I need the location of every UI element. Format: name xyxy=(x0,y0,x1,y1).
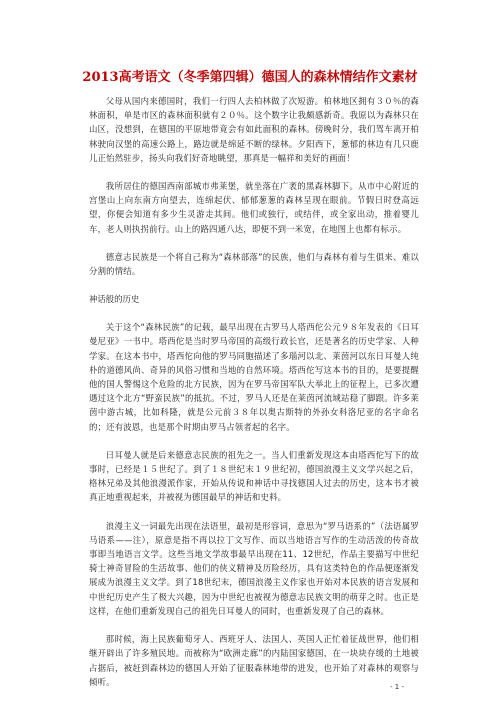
document-body xyxy=(89,94,419,689)
paragraph-gap xyxy=(89,278,419,292)
section-heading: 神话般的历史 xyxy=(89,294,140,305)
paragraph: 日耳曼人就是后来德意志民族的祖先之一。当人们重新发现这本由塔西佗写下的故事时，已经是１５世纪了。到了１８世纪末１９世纪初，德国浪漫主义文学兴起之后，格林兄弟及其他浪漫派作家，开始从传说和神话中寻找德国人过去的历史，这本书才被真正地重视起来，并被视为德国最早的神话和史料。 xyxy=(89,449,419,503)
paragraph-gap xyxy=(89,618,419,632)
paragraph: 德意志民族是一个将自己称为“森林部落”的民族，他们与森林有着与生俱来、难以分割的情结。 xyxy=(89,251,419,277)
paragraph-gap xyxy=(89,165,419,179)
paragraph-gap xyxy=(89,236,419,250)
document-title: 2013高考语文（冬季第四辑）德国人的森林情结作文素材 xyxy=(82,70,418,85)
paragraph: 那时候，海上民族葡萄牙人、西班牙人、法国人、英国人正忙着征战世界，他们相继开辟出了许多殖民地。而被称为“欧洲走廊”的内陆国家德国，在一块块存缓的土地被占据后，被赶到森林边的德国人开始了征服森林地带的进发，也开始了对森林的观察与倾听。 xyxy=(89,634,419,687)
paragraph: 浪漫主义一词最先出现在法语里，最初是形容词，意思为“罗马语系的”（法语属罗马语系——注），原意是指不再以拉丁文写作、而以当地语言写作的生动活泼的传奇故事即当地语言文学。这些当地文学故事最早出现在11、12世纪，作品主要描写中世纪骑士神奇冒险的生活故事、他们的侠义精神及历险经历，具有这类特色的作品便逐渐发展成为浪漫主义文学。到了18世纪末，德国浪漫主义作家也开始对本民族的语言发展和中世纪历史产生了极大兴趣，因为中世纪也被视为德意志民族文明的萌芽之时。也正是这样，在他们重新发现自己的祖先日耳曼人的同时，也重新发现了自己的森林。 xyxy=(89,520,419,616)
paragraph: 我所居住的德国西南部城市弗莱堡，就坐落在广袤的黑森林脚下。从市中心附近的宫堡山上向东南方向望去，连绵起伏、郁郁葱葱的森林呈现在眼前。节假日时登高远望，你便会知道有多少生灵游走其间。他们或独行，或结伴，或全家出动，推着婴儿车，老人则执拐前行。山上的路四通八达，即便不到一米宽，在地图上也都有标示。 xyxy=(89,181,419,234)
paragraph-gap xyxy=(89,306,419,320)
paragraph-gap xyxy=(89,505,419,519)
paragraph: 关于这个“森林民族”的记载，最早出现在古罗马人塔西佗公元９８年发表的《日耳曼尼亚》一书中。塔西佗是当时罗马帝国的高级行政长官，还是著名的历史学家、人种学家。在这本书中，塔西佗向他的罗马同胞描述了多瑙河以北、莱茵河以东日耳曼人纯朴的道德风尚、奇异的风俗习惯和当地的自然环境。塔西佗写这本书的目的，是要提醒他的国人警惕这个危险的北方民族，因为在罗马帝国军队大举北上的征程上，已多次遭遇过这个北方“野蛮民族”的抵抗。不过，罗马人还是在莱茵河流域站稳了脚跟。许多莱茵中游古城，比如科隆，就是公元前３８年以奥古斯特的外孙女科洛尼亚的名字命名的；还有波恩，也是那个时期由罗马占领者起的名字。 xyxy=(89,322,419,432)
paragraph: 父母从国内来德国时，我们一行四人去柏林做了次短游。柏林地区拥有３０％的森林面积，单是市区的森林面积就有２０％。这个数字让我颇感新奇。我原以为森林只在山区，没想到，在德国的平原地带竟会有如此面积的森林。傍晚时分，我们驾车离开柏林驶向汉堡的高速公路上，路边就是绵延不断的绿林。夕阳西下，葱郁的林边有几只鹿儿正怡然驻步，扬头向我们好奇地眺望，那真是一幅祥和美好的画面！ xyxy=(89,96,419,163)
page-number: - 1 - xyxy=(390,683,404,691)
paragraph-gap xyxy=(89,434,419,448)
